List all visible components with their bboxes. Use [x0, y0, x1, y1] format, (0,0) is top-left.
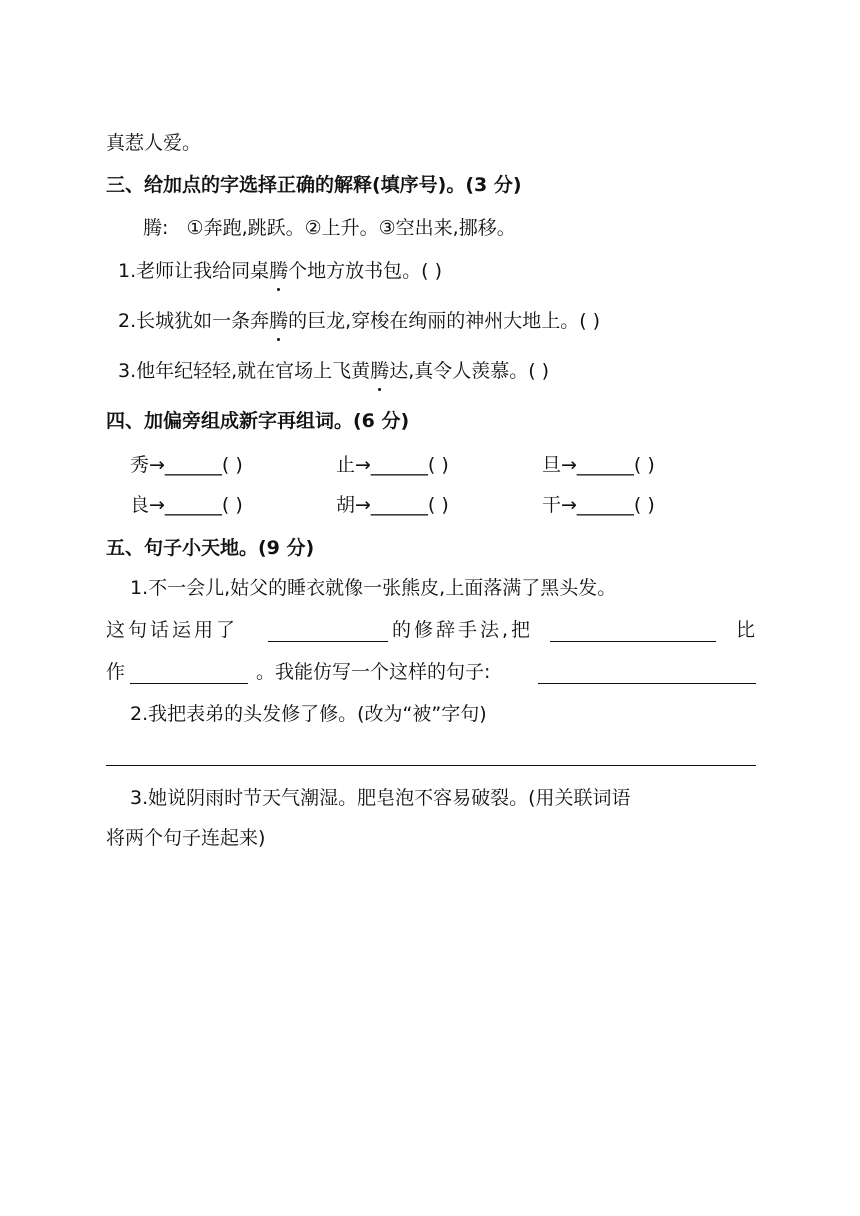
answer-blank[interactable] — [268, 619, 388, 642]
rhetoric-line-mid: 的修辞手法,把 — [392, 619, 534, 641]
answer-blank[interactable] — [538, 661, 756, 684]
radical-item: 秀→______( ) — [130, 454, 243, 476]
section-5-question-3: 3.她说阴雨时节天气潮湿。肥皂泡不容易破裂。(用关联词语 — [130, 787, 631, 809]
section-3-question-1: 1.老师让我给同桌腾个地方放书包。( ) — [118, 260, 443, 282]
section-5-heading: 五、句子小天地。(9 分) — [106, 537, 315, 559]
section-3-heading: 三、给加点的字选择正确的解释(填序号)。(3 分) — [106, 174, 522, 196]
rhetoric-line: 这句话运用了 — [106, 619, 239, 641]
dotted-char: 腾 — [269, 260, 289, 282]
answer-line[interactable] — [106, 765, 756, 766]
radical-item: 干→______( ) — [542, 494, 655, 516]
radical-item: 良→______( ) — [130, 494, 243, 516]
rhetoric-line-2-start: 作 — [106, 661, 126, 683]
imitation-prompt: 。我能仿写一个这样的句子: — [256, 661, 491, 683]
rhetoric-line-end: 比 — [736, 619, 756, 641]
radical-item: 旦→______( ) — [542, 454, 655, 476]
section-4-heading: 四、加偏旁组成新字再组词。(6 分) — [106, 410, 410, 432]
answer-blank[interactable] — [130, 661, 248, 684]
definition-row — [143, 215, 516, 241]
radical-item: 胡→______( ) — [336, 494, 449, 516]
definition-options: ①奔跑,跳跃。②上升。③空出来,挪移。 — [186, 217, 516, 239]
dotted-char: 腾 — [370, 360, 390, 382]
radical-item: 止→______( ) — [336, 454, 449, 476]
section-3-question-2: 2.长城犹如一条奔腾的巨龙,穿梭在绚丽的神州大地上。( ) — [118, 310, 601, 332]
dotted-char: 腾 — [269, 310, 289, 332]
section-5-question-1: 1.不一会儿,姑父的睡衣就像一张熊皮,上面落满了黑头发。 — [130, 577, 617, 599]
definition-char: 腾: — [143, 217, 169, 239]
section-3-question-3: 3.他年纪轻轻,就在官场上飞黄腾达,真令人羡慕。( ) — [118, 360, 550, 382]
section-5-question-3-cont: 将两个句子连起来) — [106, 827, 266, 849]
answer-blank[interactable] — [550, 619, 716, 642]
previous-text-tail: 真惹人爱。 — [106, 132, 202, 154]
section-5-question-2: 2.我把表弟的头发修了修。(改为“被”字句) — [130, 703, 487, 725]
